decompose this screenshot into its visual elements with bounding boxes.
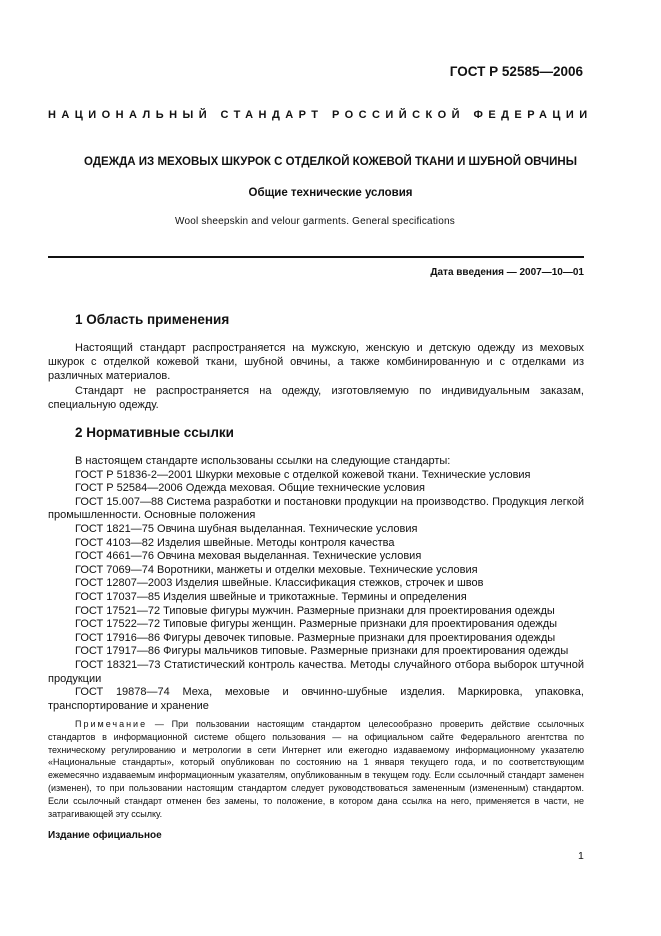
reference-item: ГОСТ Р 51836-2—2001 Шкурки меховые с отделкой кожевой ткани. Технические условия [75,468,531,481]
reference-item: ГОСТ 19878—74 Меха, меховые и овчинно-шубные изделия. Маркировка, упаковка, транспортирование и хранение [48,686,584,712]
references-list [48,455,584,713]
page-number: 1 [578,850,584,862]
reference-item: ГОСТ 17917—86 Фигуры мальчиков типовые. Размерные признаки для проектирования одежды [75,645,569,658]
standard-banner: НАЦИОНАЛЬНЫЙ СТАНДАРТ РОССИЙСКОЙ ФЕДЕРАЦИИ [48,109,593,121]
english-title: Wool sheepskin and velour garments. General specifications [175,216,455,227]
reference-item: ГОСТ 12807—2003 Изделия швейные. Классификация стежков, строчек и швов [75,577,484,590]
reference-item: ГОСТ 1821—75 Овчина шубная выделанная. Технические условия [75,522,418,535]
note-text: — При пользовании настоящим стандартом целесообразно проверить действие ссылочных стандартов в информационной системе общего пользования — на официальном сайте Федерального агентства по техническому регулированию и метрологии в сети Интернет или ежегодно издаваемому информационному указателю «Национальные стандарты», который опубликован по состоянию на 1 января текущего года, и по соответствующим ежемесячно издаваемым информационным указателям, опубликованным в текущем году. Если ссылочный стандарт заменен (изменен), то при пользовании настоящим стандартом следует руководствоваться замененным (измененным) стандартом. Если ссылочный стандарт отменен без замены, то положение, в котором дана ссылка на него, применяется в части, не затрагивающей эту ссылку. [48,719,584,819]
section-2-heading: 2 Нормативные ссылки [75,425,234,440]
reference-item: ГОСТ 7069—74 Воротники, манжеты и отделки меховые. Технические условия [75,563,478,576]
reference-item: ГОСТ 17037—85 Изделия швейные и трикотажные. Термины и определения [75,590,467,603]
section-1-paragraph: Настоящий стандарт распространяется на мужскую, женскую и детскую одежду из меховых шкурок с отделкой кожевой ткани, шубной овчины, а также комбинированную и с отделками из различных материалов. [48,342,584,383]
note-block [48,718,584,820]
reference-item: ГОСТ 15.007—88 Система разработки и постановки продукции на производство. Продукция легкой промышленности. Основные положения [48,495,584,522]
reference-item: ГОСТ 18321—73 Статистический контроль качества. Методы случайного отбора выборок штучной продукции [48,658,584,685]
document-number: ГОСТ Р 52585—2006 [449,64,583,79]
reference-item: ГОСТ 4661—76 Овчина меховая выделанная. Технические условия [75,550,422,563]
reference-item: ГОСТ 17521—72 Типовые фигуры мужчин. Размерные признаки для проектирования одежды [75,604,555,617]
reference-item: ГОСТ 4103—82 Изделия швейные. Методы контроля качества [75,536,395,549]
reference-item: ГОСТ Р 52584—2006 Одежда меховая. Общие технические условия [75,482,425,495]
note-label: Примечание [75,719,148,729]
document-title: ОДЕЖДА ИЗ МЕХОВЫХ ШКУРОК С ОТДЕЛКОЙ КОЖЕВОЙ ТКАНИ И ШУБНОЙ ОВЧИНЫ [84,156,577,168]
title-divider [48,256,584,258]
official-edition-label: Издание официальное [48,830,162,841]
introduction-date: Дата введения — 2007—10—01 [430,267,584,278]
document-subtitle: Общие технические условия [248,187,413,199]
section-1-body [48,341,584,412]
references-intro: В настоящем стандарте использованы ссылки на следующие стандарты: [75,455,451,467]
reference-item: ГОСТ 17916—86 Фигуры девочек типовые. Размерные признаки для проектирования одежды [75,631,556,644]
reference-item: ГОСТ 17522—72 Типовые фигуры женщин. Размерные признаки для проектирования одежды [75,618,558,631]
section-1-heading: 1 Область применения [75,312,230,327]
section-1-paragraph: Стандарт не распространяется на одежду, изготовляемую по индивидуальным заказам, специальную одежду. [48,384,584,411]
